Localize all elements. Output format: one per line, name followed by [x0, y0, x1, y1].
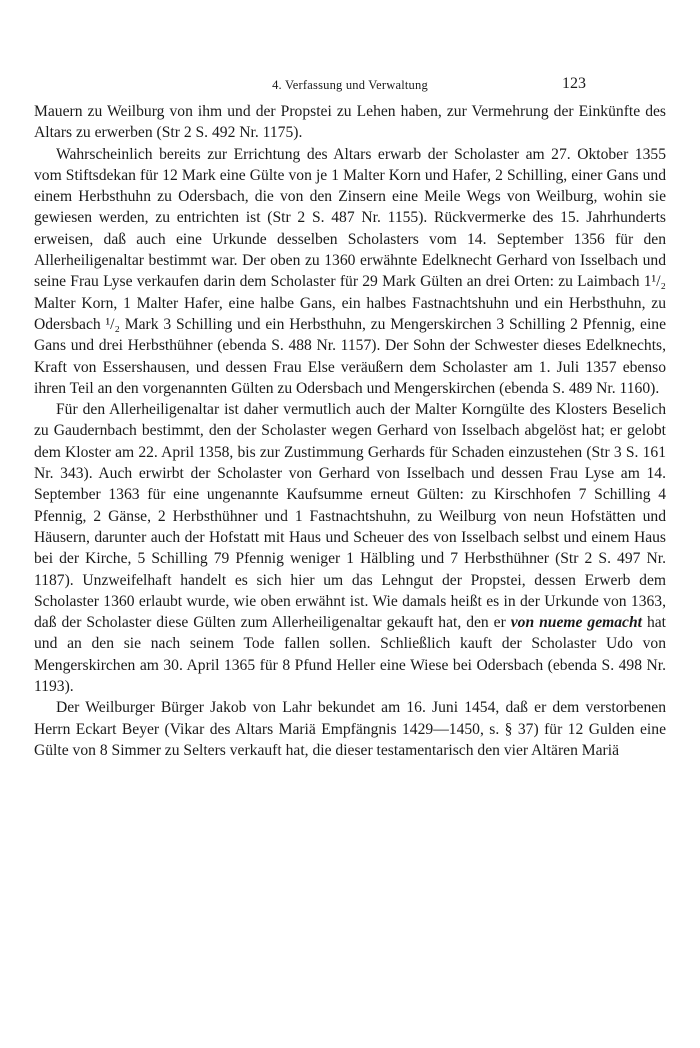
book-page	[34, 0, 666, 1048]
paragraph-1: Mauern zu Weilburg von ihm und der Propstei zu Lehen haben, zur Vermehrung der Einkünfte des Altars zu erwerben (Str 2 S. 492 Nr. 1175).	[34, 103, 666, 142]
page-number: 123	[562, 75, 586, 92]
paragraph-2: Wahrscheinlich bereits zur Errichtung des Altars erwarb der Scholaster am 27. Oktober 1355 vom Stiftsdekan für 12 Mark eine Gülte von je 1 Malter Korn und Hafer, 2 Schilling, einer Gans und einem Herbsthuhn zu Odersbach, die von den Zinsern eine Meile Wegs von Weilburg, wohin sie gewiesen werden, zu entrichten ist (Str 2 S. 487 Nr. 1155). Rückvermerke des 15. Jahrhunderts erweisen, daß auch eine Urkunde desselben Scholasters vom 14. September 1356 für den Allerheiligenaltar bestimmt war. Der oben zu 1360 erwähnte Edelknecht Gerhard von Isselbach und seine Frau Lyse verkaufen darin dem Scholaster für 29 Mark Gülten an drei Orten: zu Laimbach 1¹/₂ Malter Korn, 1 Malter Hafer, eine halbe Gans, ein halbes Fastnachtshuhn und ein Herbsthuhn, zu Odersbach ¹/₂ Mark 3 Schilling und ein Herbsthuhn, zu Mengerskirchen 3 Schilling 2 Pfennig, eine Gans und drei Herbsthühner (ebenda S. 488 Nr. 1157). Der Sohn der Schwester dieses Edelknechts, Kraft von Essershausen, und dessen Frau Else veräußern dem Scholaster am 1. Juli 1357 ebenso ihren Teil an den vorgenannten Gülten zu Odersbach und Mengerskirchen (ebenda S. 489 Nr. 1160).	[34, 145, 666, 397]
paragraph-3-text-after: hat und an den sie nach seinem Tode fallen sollen. Schließlich kauft der Scholaster Udo von Mengerskirchen am 30. April 1365 für 8 Pfund Heller eine Wiese bei Odersbach (ebenda S. 498 Nr. 1193).	[34, 614, 666, 696]
paragraph-4: Der Weilburger Bürger Jakob von Lahr bekundet am 16. Juni 1454, daß er dem verstorbenen Herrn Eckart Beyer (Vikar des Altars Mariä Empfängnis 1429—1450, s. § 37) für 12 Gulden eine Gülte von 8 Simmer zu Selters verkauft hat, die dieser testamentarisch den vier Altären Mariä	[34, 699, 666, 759]
running-title: 4. Verfassung und Verwaltung	[272, 78, 428, 92]
paragraph-3-emphasis: von nueme gemacht	[510, 614, 642, 632]
paragraph-3	[34, 399, 666, 697]
body-text	[34, 101, 666, 761]
paragraph-3-text-before: Für den Allerheiligenaltar ist daher vermutlich auch der Malter Korngülte des Klosters Beselich zu Gaudernbach bestimmt, den der Scholaster wegen Gerhard von Isselbach abgelöst hat; er gelobt dem Kloster am 22. April 1358, bis zur Zustimmung Gerhards für Schaden einzustehen (Str 3 S. 161 Nr. 343). Auch erwirbt der Scholaster von Gerhard von Isselbach und dessen Frau Lyse am 14. September 1363 für eine ungenannte Kaufsumme erneut Gülten: zu Kirschhofen 7 Schilling 4 Pfennig, 2 Gänse, 2 Herbsthühner und 1 Fastnachtshuhn, zu Weilburg von neun Hofstätten und Häusern, darunter auch der Hofstatt mit Haus und Scheuer des von Isselbach selbst und einem Haus bei der Kirche, 5 Schilling 79 Pfennig weniger 1 Hälbling und 7 Herbsthühner (Str 2 S. 497 Nr. 1187). Unzweifelhaft handelt es sich hier um das Lehngut der Propstei, dessen Erwerb dem Scholaster 1360 erlaubt wurde, wie oben erwähnt ist. Wie damals heißt es in der Urkunde von 1363, daß der Scholaster diese Gülten zum Allerheiligenaltar gekauft hat, den er	[34, 401, 666, 632]
running-head	[34, 75, 666, 95]
